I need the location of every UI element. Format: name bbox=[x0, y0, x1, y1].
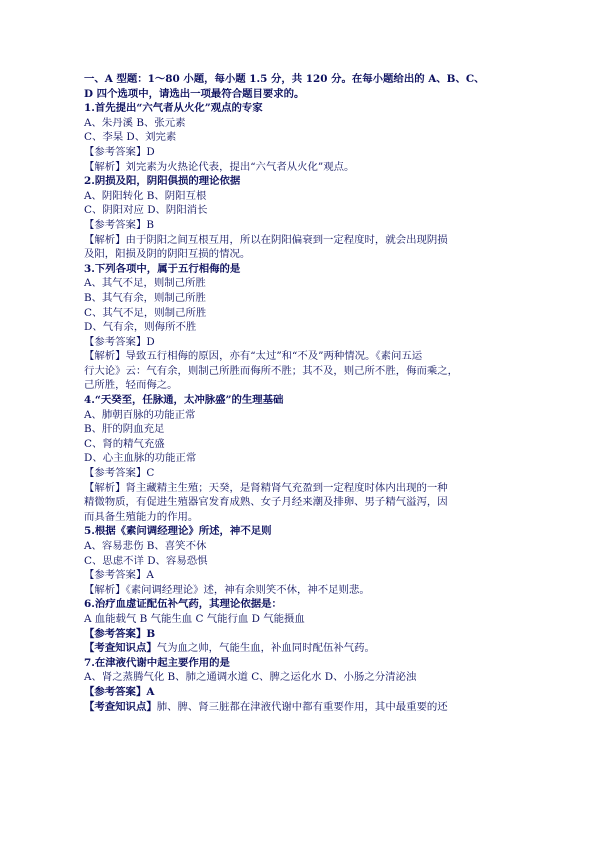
question-4-analysis-line-3: 而具备生殖能力的作用。 bbox=[84, 510, 199, 523]
question-1-options-line-2: C、李杲 D、刘完素 bbox=[84, 131, 177, 144]
question-5-title: 5.根据《素问调经理论》所述，神不足则 bbox=[84, 525, 272, 538]
question-4-option-a: A、肺朝百脉的功能正常 bbox=[84, 408, 196, 421]
section-heading-line-1: 一、A 型题：1～80 小题，每小题 1.5 分，共 120 分。在每小题给出的 A、B、C、 bbox=[84, 73, 485, 85]
question-1-answer: 【参考答案】D bbox=[84, 145, 155, 158]
exam-content bbox=[84, 72, 514, 714]
question-7-answer: 【参考答案】A bbox=[84, 685, 155, 698]
question-3-answer: 【参考答案】D bbox=[84, 335, 155, 348]
question-2-options-line-2: C、阴阳对应 D、阴阳消长 bbox=[84, 204, 208, 217]
section-heading-line-2: D 四个选项中，请选出一项最符合题目要求的。 bbox=[84, 87, 305, 100]
question-4-analysis-line-2: 精微物质，有促进生殖器官发育成熟、女子月经来潮及排卵、男子精气溢泻，因 bbox=[84, 496, 448, 509]
question-6-answer: 【参考答案】B bbox=[84, 627, 156, 640]
question-3-title: 3.下列各项中，属于五行相侮的是 bbox=[84, 262, 241, 275]
question-6-title: 6.治疗血虚证配伍补气药，其理论依据是： bbox=[84, 598, 282, 611]
question-3-analysis-line-3: 己所胜，轻而侮之。 bbox=[84, 379, 178, 392]
question-4-option-b: B、肝的阴血充足 bbox=[84, 423, 165, 436]
question-2-analysis-line-1: 【解析】由于阴阳之间互根互用，所以在阴阳偏衰到一定程度时，就会出现阴损 bbox=[84, 233, 448, 246]
question-2-title: 2.阴损及阳，阴阳俱损的理论依据 bbox=[84, 175, 241, 188]
question-7-knowledge-label: 【考查知识点】 bbox=[84, 700, 157, 713]
question-4-option-c: C、肾的精气充盛 bbox=[84, 437, 165, 450]
question-4-title: 4.“天癸至，任脉通，太冲脉盛”的生理基础 bbox=[84, 394, 284, 407]
question-4-analysis-line-1: 【解析】肾主藏精主生殖；天癸，是肾精肾气充盈到一定程度时体内出现的一种 bbox=[84, 481, 448, 494]
question-6-knowledge-text: 气为血之帅，气能生血，补血同时配伍补气药。 bbox=[156, 642, 375, 655]
question-7-title: 7.在津液代谢中起主要作用的是 bbox=[84, 656, 230, 669]
question-3-option-d: D、气有余，则侮所不胜 bbox=[84, 321, 197, 334]
question-2-answer: 【参考答案】B bbox=[84, 218, 154, 231]
question-2-options-line-1: A、阴阳转化 B、阴阳互根 bbox=[84, 189, 207, 202]
question-6-knowledge bbox=[84, 641, 514, 656]
question-6-knowledge-label: 【考查知识点】 bbox=[84, 642, 157, 655]
question-3-analysis-line-1: 【解析】导致五行相侮的原因，亦有“太过”和“不及”两种情况。《素问五运 bbox=[84, 350, 423, 363]
question-7-knowledge-text: 肺、脾、肾三脏都在津液代谢中都有重要作用，其中最重要的还 bbox=[156, 700, 448, 713]
question-3-option-a: A、其气不足，则制己所胜 bbox=[84, 277, 206, 290]
question-5-answer: 【参考答案】A bbox=[84, 569, 154, 582]
question-3-option-b: B、其气有余，则制己所胜 bbox=[84, 291, 206, 304]
question-4-option-d: D、心主血脉的功能正常 bbox=[84, 452, 197, 465]
question-2-analysis-line-2: 及阳，阳损及阴的阴阳互损的情况。 bbox=[84, 248, 251, 261]
question-3-analysis-line-2: 行大论》云：气有余，则制己所胜而侮所不胜；其不及，则己所不胜，侮而乘之， bbox=[84, 364, 459, 377]
question-7-knowledge bbox=[84, 700, 514, 715]
question-3-option-c: C、其气不足，则制己所胜 bbox=[84, 306, 207, 319]
question-6-options: A 血能载气 B 气能生血 C 气能行血 D 气能摄血 bbox=[84, 612, 305, 625]
question-5-analysis: 【解析】《素问调经理论》述，神有余则笑不休，神不足则悲。 bbox=[84, 583, 370, 596]
question-1-title: 1.首先提出“六气者从火化”观点的专家 bbox=[84, 102, 263, 115]
question-7-options: A、肾之蒸腾气化 B、肺之通调水道 C、脾之运化水 D、小肠之分清泌浊 bbox=[84, 671, 417, 684]
question-1-analysis: 【解析】刘完素为火热论代表，提出“六气者从火化”观点。 bbox=[84, 160, 355, 173]
question-1-options-line-1: A、朱丹溪 B、张元素 bbox=[84, 116, 186, 129]
question-5-options-line-2: C、思虑不详 D、容易恐惧 bbox=[84, 554, 208, 567]
question-4-answer: 【参考答案】C bbox=[84, 467, 155, 480]
question-5-options-line-1: A、容易悲伤 B、喜笑不休 bbox=[84, 540, 207, 552]
